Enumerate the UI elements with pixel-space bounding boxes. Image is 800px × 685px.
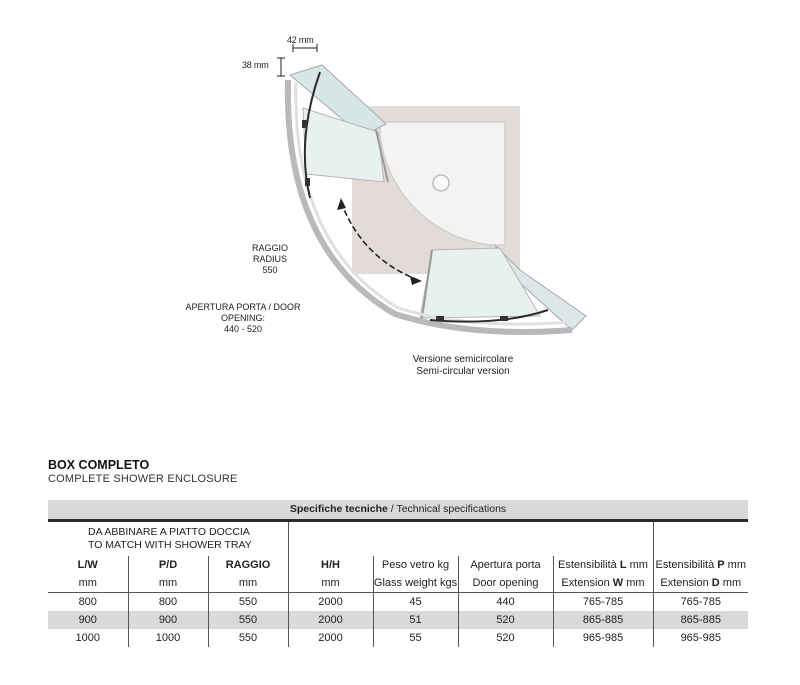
table-row: 1000 1000 550 2000 55 520 965-985 965-985 (48, 629, 748, 647)
col-header: Peso vetro kg (373, 556, 458, 574)
door-handle-right (436, 316, 444, 321)
section-title: BOX COMPLETO (48, 458, 150, 472)
col-unit: Extension D mm (653, 574, 748, 593)
specs-table (48, 522, 748, 647)
col-unit: Extension W mm (553, 574, 653, 593)
door-opening-label: APERTURA PORTA / DOOR OPENING: 440 - 520 (185, 302, 301, 334)
section-subtitle: COMPLETE SHOWER ENCLOSURE (48, 473, 238, 485)
dim-height-label: 38 mm (242, 60, 269, 70)
col-unit: mm (128, 574, 208, 593)
version-caption: Versione semicircolare Semi-circular version (412, 354, 514, 377)
door-handle-left (302, 120, 307, 128)
dim-width-label: 42 mm (287, 35, 314, 45)
table-row: 800 800 550 2000 45 440 765-785 765-785 (48, 593, 748, 612)
specs-table-title: Specifiche tecniche / Technical specifications (48, 500, 748, 522)
table-row: 900 900 550 2000 51 520 865-885 865-885 (48, 611, 748, 629)
col-unit: mm (48, 574, 128, 593)
col-header: P/D (128, 556, 208, 574)
table-note-row (48, 522, 748, 556)
col-header: L/W (48, 556, 128, 574)
col-header: Apertura porta (458, 556, 553, 574)
table-units-row (48, 574, 748, 593)
table-header-row (48, 556, 748, 574)
col-header: H/H (288, 556, 373, 574)
shower-tray-note: DA ABBINARE A PIATTO DOCCIA TO MATCH WITH SHOWER TRAY (48, 522, 288, 556)
col-unit: Glass weight kgs (373, 574, 458, 593)
radius-label: RAGGIO RADIUS 550 (251, 243, 288, 275)
tray-drain (433, 175, 449, 191)
col-header: Estensibilità P mm (653, 556, 748, 574)
col-unit: Door opening (458, 574, 553, 593)
col-header: RAGGIO (208, 556, 288, 574)
col-unit: mm (208, 574, 288, 593)
col-header: Estensibilità L mm (553, 556, 653, 574)
col-unit: mm (288, 574, 373, 593)
